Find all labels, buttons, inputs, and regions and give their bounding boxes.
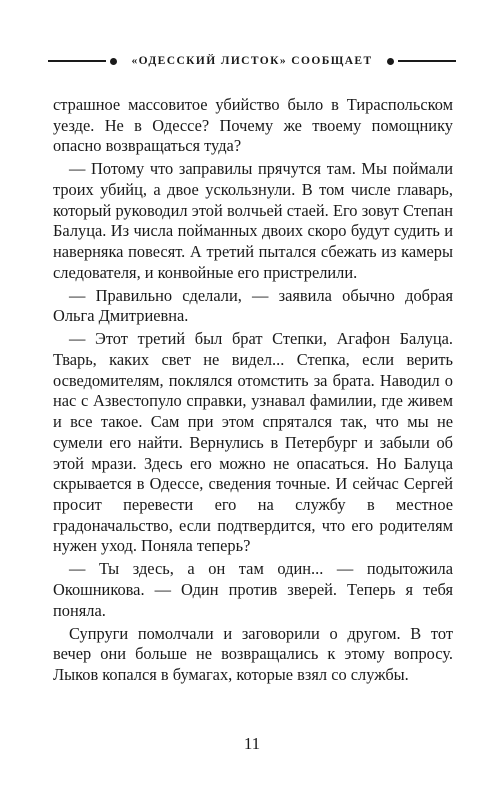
running-header-title: «ОДЕССКИЙ ЛИСТОК» СООБЩАЕТ xyxy=(131,55,373,67)
paragraph: — Правильно сделали, — заявила обычно добрая Ольга Дмитриевна. xyxy=(53,285,453,326)
header-rule-left xyxy=(48,60,106,62)
paragraph: — Ты здесь, а он там один... — подытожила Окошникова. — Один против зверей. Теперь я тебя поняла. xyxy=(53,559,453,620)
running-header xyxy=(48,52,456,70)
header-dot-left xyxy=(110,58,117,65)
header-dot-right xyxy=(387,58,394,65)
paragraph: — Этот третий был брат Степки, Агафон Балуца. Тварь, каких свет не видел... Степка, если верить осведомителям, поклялся отомстить за брата. Наводил о нас с Азвестопуло справки, узнавал фамилии, где живем и все такое. Сам при этом спрятался так, что мы не сумели его найти. Вернулись в Петербург и забыли об этой мрази. Здесь его можно не опасаться. Но Балуца скрывается в Одессе, сведения точные. И сейчас Сергей просит перевести его на службу в местное градоначальство, если подтвердится, что его родителям нужен уход. Поняла теперь? xyxy=(53,329,453,556)
header-rule-right xyxy=(398,60,456,62)
paragraph: — Потому что заправилы прячутся там. Мы поймали троих убийц, а двое ускользнули. В том числе главарь, который руководил этой волчьей стаей. Его зовут Степан Балуца. Из числа пойманных двоих скоро будут судить и наверняка повесят. А третий пытался сбежать из камеры следователя, и конвойные его пристрелили. xyxy=(53,159,453,282)
body-text xyxy=(53,95,453,686)
paragraph: страшное массовитое убийство было в Тираспольском уезде. Не в Одессе? Почему же твоему помощнику опасно возвращаться туда? xyxy=(53,95,453,156)
page-number: 11 xyxy=(243,734,261,753)
paragraph: Супруги помолчали и заговорили о другом. В тот вечер они больше не возвращались к этому вопросу. Лыков копался в бумагах, которые взял со службы. xyxy=(53,623,453,684)
